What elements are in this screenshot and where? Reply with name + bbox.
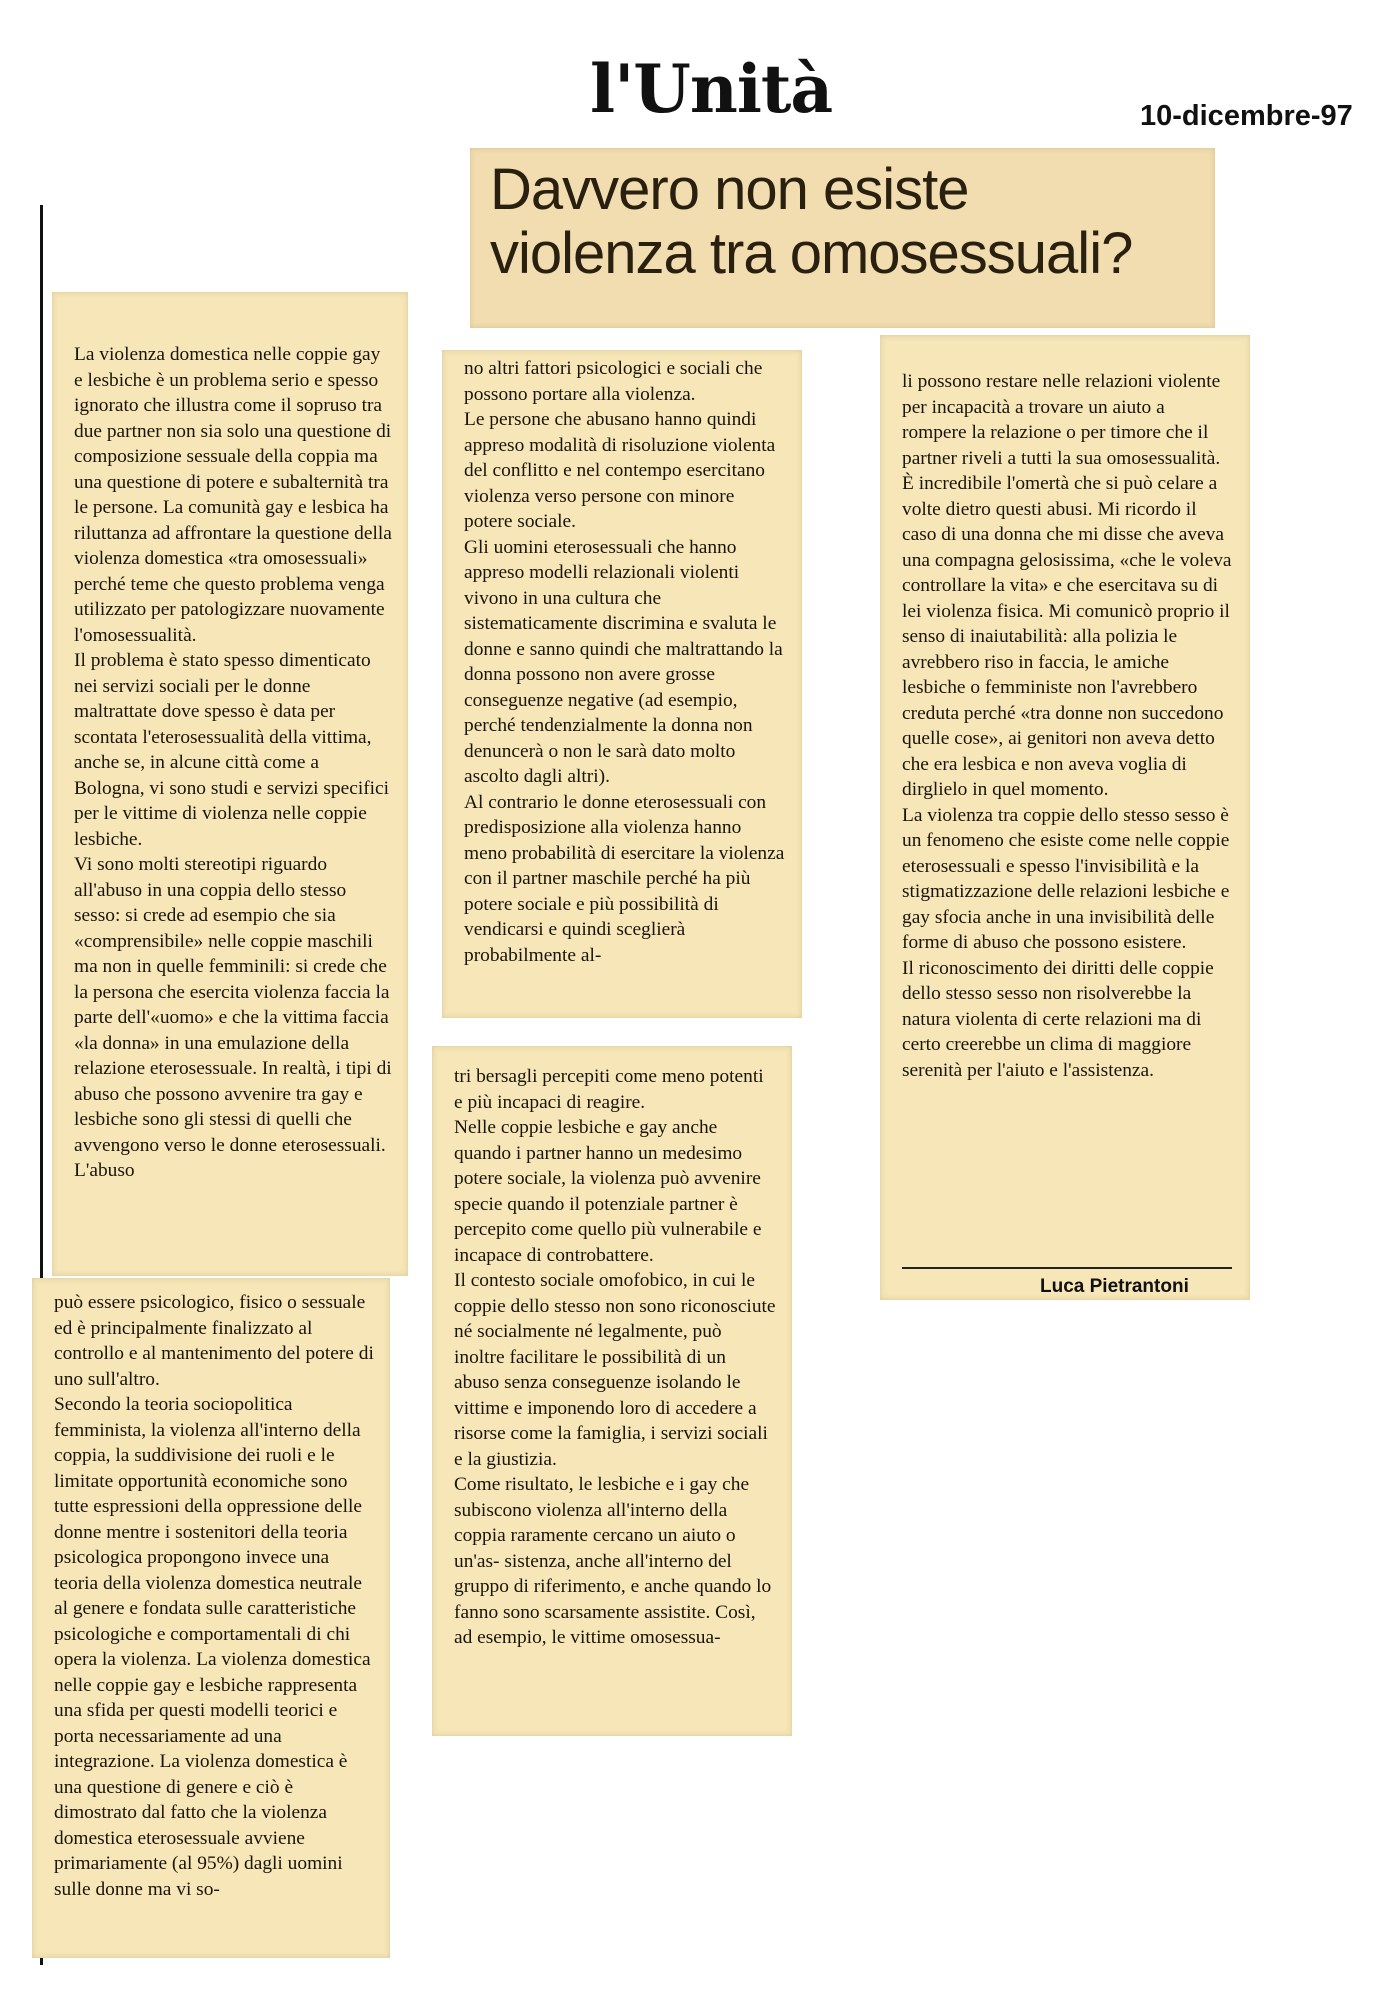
- column-1-top: [52, 292, 408, 1276]
- publication-date: 10-dicembre-97: [1140, 100, 1353, 132]
- byline-rule: [902, 1267, 1232, 1269]
- paragraph: Le persone che abusano hanno quindi appreso modalità di risoluzione violenta del conflitto e nel contempo esercitano violenza verso persone con minore potere sociale.: [464, 409, 776, 532]
- column-2-top: [442, 350, 802, 1018]
- paragraph: Vi sono molti stereotipi riguardo all'abuso in una coppia dello stesso sesso: si crede ad esempio che sia «comprensibile» nelle coppie maschili ma non in quelle femminili: si crede che la persona che esercita violenza faccia la parte dell'«uomo» e che la vittima faccia «la donna» in una emulazione della relazione eterosessuale. In realtà, i tipi di abuso che possono avvenire tra gay e lesbiche sono gli stessi di quelli che avvengono verso le donne eterosessuali. L'abuso: [74, 854, 392, 1181]
- column-3: [880, 335, 1250, 1300]
- paragraph: Come risultato, le lesbiche e i gay che subiscono violenza all'interno della coppia raramente cercano un aiuto o un'as- sistenza, anche all'interno del gruppo di riferimento, e anche quando lo fanno sono scarsamente assistite. Così, ad esempio, le vittime omosessua-: [454, 1474, 772, 1648]
- paragraph: Il problema è stato spesso dimenticato nei servizi sociali per le donne maltrattate dove spesso è data per scontata l'eterosessualità della vittima, anche se, in alcune città come a Bologna, vi sono studi e servizi specifici per le vittime di violenza nelle coppie lesbiche.: [74, 650, 390, 850]
- paragraph: li possono restare nelle relazioni violente per incapacità a trovare un aiuto a rompere la relazione o per timore che il partner riveli a tutti la sua omosessualità. È incredibile l'omertà che si può celare a volte dietro questi abusi. Mi ricordo il caso di una donna che mi disse che aveva una compagna gelosissima, «che le voleva controllare la vita» e che esercitava su di lei violenza fisica. Mi comunicò proprio il senso di inaiutabilità: alla polizia le avrebbero riso in faccia, le amiche lesbiche o femministe non l'avrebbero creduta perché «tra donne non succedono quelle cose», ai genitori non aveva detto che era lesbica e non aveva voglia di dirglielo in quel momento.: [902, 371, 1232, 800]
- paragraph: La violenza tra coppie dello stesso sesso è un fenomeno che esiste come nelle coppie eterosessuali e spesso l'invisibilità e la stigmatizzazione delle relazioni lesbiche e gay sfocia anche in una invisibilità delle forme di abuso che possono esistere.: [902, 804, 1230, 953]
- newspaper-masthead: l'Unità: [590, 50, 833, 128]
- author-byline: Luca Pietrantoni: [1040, 1276, 1189, 1297]
- paragraph: tri bersagli percepiti come meno potenti e più incapaci di reagire.: [454, 1066, 764, 1113]
- paragraph: La violenza domestica nelle coppie gay e lesbiche è un problema serio e spesso ignorato che illustra come il sopruso tra due partner non sia solo una questione di composizione sessuale della coppia ma una questione di potere e subalternità tra le persone. La comunità gay e lesbica ha riluttanza ad affrontare la questione della violenza domestica «tra omosessuali» perché teme che questo problema venga utilizzato per patologizzare nuovamente l'omosessualità.: [74, 344, 392, 646]
- paragraph: Il contesto sociale omofobico, in cui le coppie dello stesso non sono riconosciute né socialmente né legalmente, può inoltre facilitare le possibilità di un abuso senza conseguenze isolando le vittime e imponendo loro di accedere a risorse come la famiglia, i servizi sociali e la giustizia.: [454, 1270, 776, 1470]
- headline-line-2: violenza tra omosessuali?: [490, 221, 1133, 286]
- article-headline: [490, 158, 1132, 286]
- paragraph: Gli uomini eterosessuali che hanno appreso modelli relazionali violenti vivono in una cultura che sistematicamente discrimina e svaluta le donne e sanno quindi che maltrattando la donna possono non avere grosse conseguenze negative (ad esempio, perché tendenzialmente la donna non denuncerà o non le sarà dato molto ascolto dagli altri).: [464, 536, 783, 787]
- paragraph: Il riconoscimento dei diritti delle coppie dello stesso sesso non risolverebbe la natura violenta di certe relazioni ma di certo creerebbe un clima di maggiore serenità per l'aiuto e l'assistenza.: [902, 957, 1214, 1081]
- paragraph: Al contrario le donne eterosessuali con predisposizione alla violenza hanno meno probabilità di esercitare la violenza con il partner maschile perché ha più potere sociale e più possibilità di vendicarsi e quindi sceglierà probabilmente al-: [464, 791, 785, 966]
- headline-line-1: Davvero non esiste: [490, 157, 969, 222]
- paragraph: Secondo la teoria sociopolitica femminista, la violenza all'interno della coppia, la suddivisione dei ruoli e le limitate opportunità economiche sono tutte espressioni della oppressione delle donne mentre i sostenitori della teoria psicologica propongono invece una teoria della violenza domestica neutrale al genere e fondata sulle caratteristiche psicologiche e comportamentali di chi opera la violenza. La violenza domestica nelle coppie gay e lesbiche rappresenta una sfida per questi modelli teorici e porta necessariamente ad una integrazione. La violenza domestica è una questione di genere e ciò è dimostrato dal fatto che la violenza domestica eterosessuale avviene primariamente (al 95%) dagli uomini sulle donne ma vi so-: [54, 1394, 371, 1900]
- column-2-bottom: [432, 1046, 792, 1736]
- paragraph: può essere psicologico, fisico o sessuale ed è principalmente finalizzato al controllo e al mantenimento del potere di uno sull'altro.: [54, 1292, 374, 1390]
- paragraph: no altri fattori psicologici e sociali che possono portare alla violenza.: [464, 358, 763, 405]
- column-1-bottom: [32, 1278, 390, 1958]
- headline-clipping: [470, 148, 1215, 328]
- paragraph: Nelle coppie lesbiche e gay anche quando i partner hanno un medesimo potere sociale, la violenza può avvenire specie quando il potenziale partner è percepito come quello più vulnerabile e incapace di controbattere.: [454, 1117, 762, 1266]
